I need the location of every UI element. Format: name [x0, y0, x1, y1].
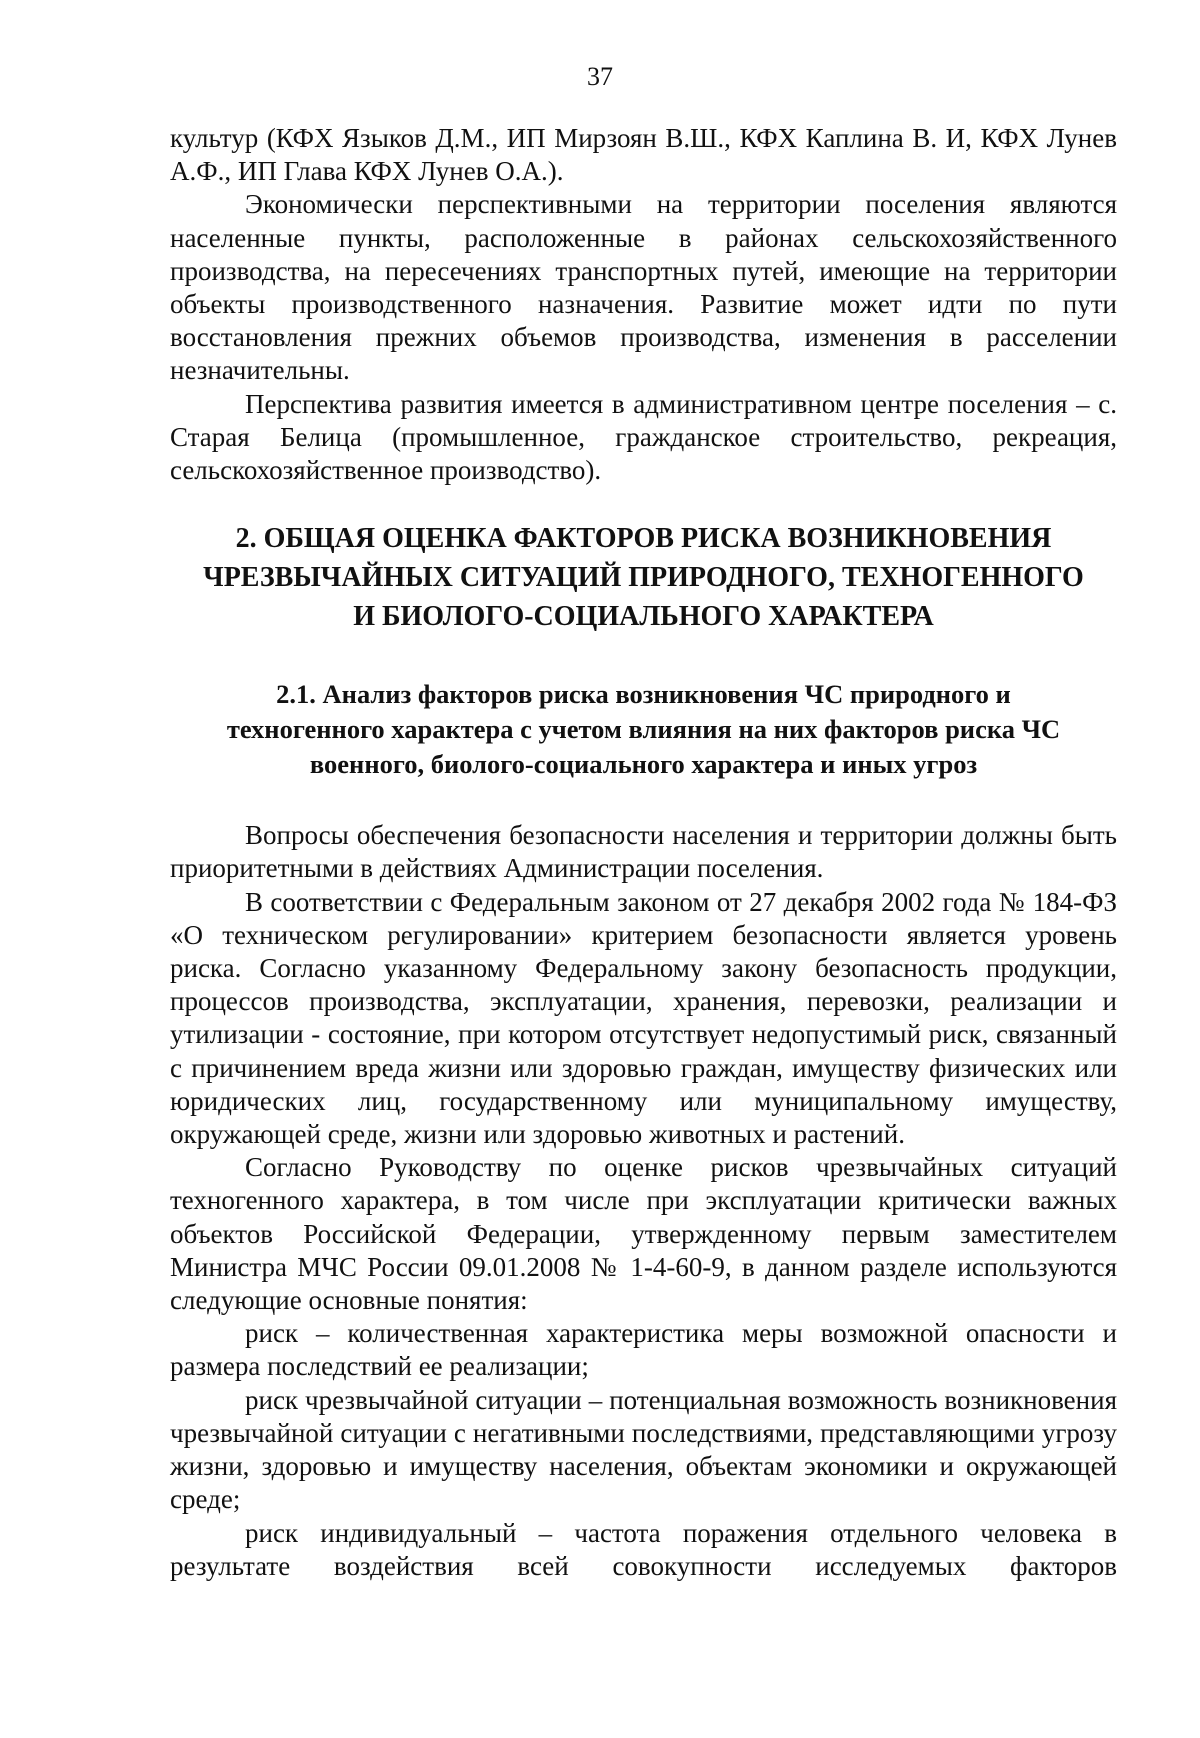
paragraph: культур (КФХ Языков Д.М., ИП Мирзоян В.Ш., КФХ Каплина В. И, КФХ Лунев А.Ф., ИП Глава КФХ Лунев О.А.).: [170, 123, 1117, 187]
paragraph: В соответствии с Федеральным законом от 27 декабря 2002 года № 184-ФЗ «О техническом регулировании» критерием безопасности является уровень риска. Согласно указанному Федеральному закону безопасность продукции, процессов производства, эксплуатации, хранения, перевозки, реализации и утилизации - состояние, при котором отсутствует недопустимый риск, связанный с причинением вреда жизни или здоровью граждан, имуществу физических или юридических лиц, государственному или муниципальному имуществу, окружающей среде, жизни или здоровью животных и растений.: [170, 886, 1117, 1150]
page-number: 37: [587, 62, 613, 91]
paragraph: риск чрезвычайной ситуации – потенциальная возможность возникновения чрезвычайной ситуации с негативными последствиями, представляющими угрозу жизни, здоровью и имуществу населения, объектам экономики и окружающей среде;: [170, 1384, 1117, 1515]
section-heading-line: ЧРЕЗВЫЧАЙНЫХ СИТУАЦИЙ ПРИРОДНОГО, ТЕХНОГЕННОГО: [203, 562, 1084, 594]
paragraph: Согласно Руководству по оценке рисков чрезвычайных ситуаций техногенного характера, в том числе при эксплуатации критически важных объектов Российской Федерации, утвержденному первым заместителем Министра МЧС России 09.01.2008 № 1-4-60-9, в данном разделе используются следующие основные понятия:: [170, 1152, 1117, 1316]
paragraph: Экономически перспективными на территории поселения являются населенные пункты, расположенные в районах сельскохозяйственного производства, на пересечениях транспортных путей, имеющие на территории объекты производственного назначения. Развитие может идти по пути восстановления прежних объемов производства, изменения в расселении незначительны.: [170, 189, 1117, 386]
subsection-heading-line: военного, биолого-социального характера и иных угроз: [309, 749, 978, 780]
paragraph: риск индивидуальный – частота поражения отдельного человека в результате воздействия всей совокупности исследуемых факторов: [170, 1517, 1117, 1581]
subsection-heading-line: 2.1. Анализ факторов риска возникновения ЧС природного и: [276, 679, 1011, 710]
section-heading-line: 2. ОБЩАЯ ОЦЕНКА ФАКТОРОВ РИСКА ВОЗНИКНОВЕНИЯ: [235, 523, 1052, 555]
spacer: [170, 782, 1117, 819]
subsection-heading: [170, 677, 1117, 782]
paragraph: риск – количественная характеристика меры возможной опасности и размера последствий ее реализации;: [170, 1318, 1117, 1382]
paragraph: Вопросы обеспечения безопасности населения и территории должны быть приоритетными в действиях Администрации поселения.: [170, 820, 1117, 884]
document-body: [170, 122, 1117, 1583]
subsection-heading-line: техногенного характера с учетом влияния на них факторов риска ЧС: [226, 714, 1061, 745]
section-heading: [170, 519, 1117, 636]
paragraph: Перспектива развития имеется в административном центре поселения – с. Старая Белица (промышленное, гражданское строительство, рекреация, сельскохозяйственное производство).: [170, 388, 1117, 486]
section-heading-line: И БИОЛОГО-СОЦИАЛЬНОГО ХАРАКТЕРА: [353, 601, 934, 633]
